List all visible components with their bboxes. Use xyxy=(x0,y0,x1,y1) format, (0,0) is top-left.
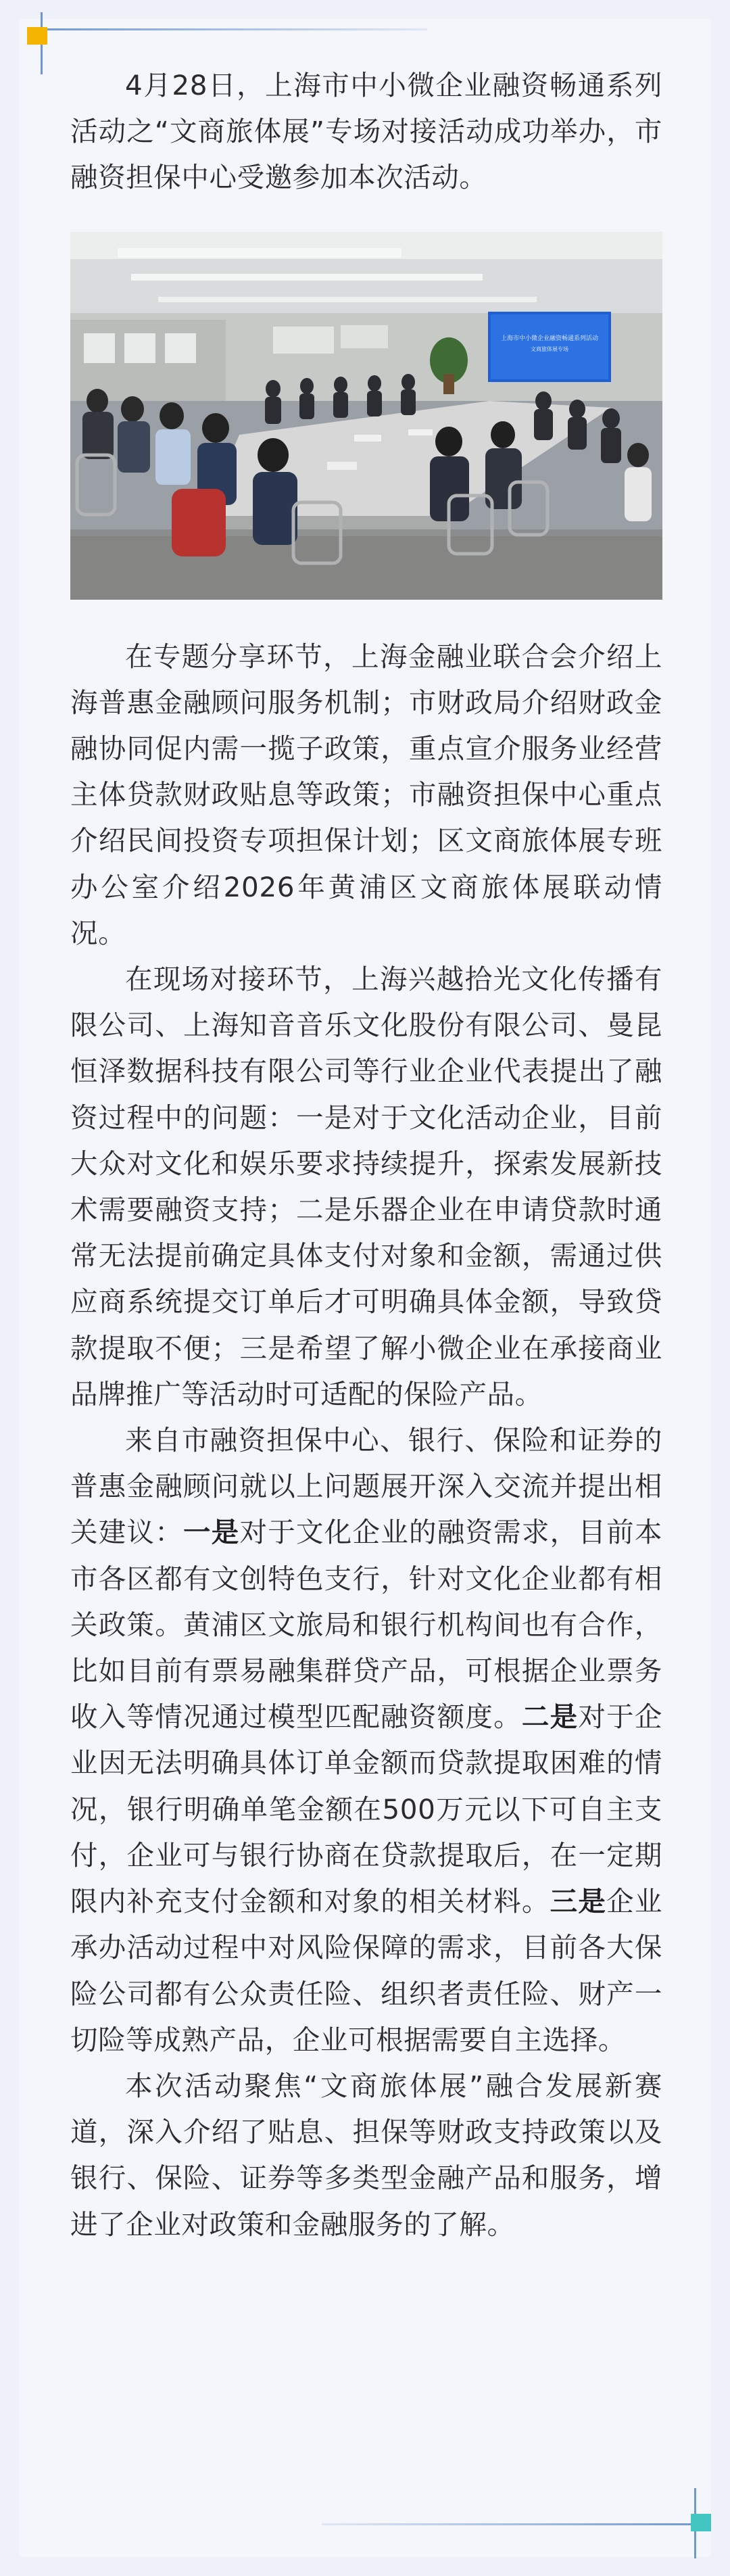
advice-two-text: 对于企业因无法明确具体订单金额而贷款提取困难的情况，银行明确单笔金额在500万元以下可自主支付，企业可与银行协商在贷款提取后，在一定期限内补充支付金额和对象的相关材料。 xyxy=(70,1700,662,1918)
paragraph-sharing-session: 在专题分享环节，上海金融业联合会介绍上海普惠金融顾问服务机制；市财政局介绍财政金融协同促内需一揽子政策，重点宣介服务业经营主体贷款财政贴息等政策；市融资担保中心重点介绍民间投资专项担保计划；区文商旅体展专班办公室介绍2026年黄浦区文商旅体展联动情况。 xyxy=(70,640,662,949)
advice-one-label: 一是 xyxy=(182,1516,240,1549)
corner-accent-square-top xyxy=(27,27,47,45)
advice-one-text: 对于文化企业的融资需求，目前本市各区都有文创特色支行，针对文化企业都有相关政策。黄浦区文旅局和银行机构间也有合作，比如目前有票易融集群贷产品，可根据企业票务收入等情况通过模型匹配融资额度。 xyxy=(70,1516,663,1734)
advice-three-text: 企业承办活动过程中对风险保障的需求，目前各大保险公司都有公众责任险、组织者责任险、财产一切险等成熟产品，企业可根据需要自主选择。 xyxy=(70,1885,663,2056)
advice-two-label: 二是 xyxy=(521,1700,579,1734)
meeting-photo xyxy=(70,232,662,600)
corner-line-top xyxy=(35,28,427,30)
paragraph-intro: 4月28日，上海市中小微企业融资畅通系列活动之“文商旅体展”专场对接活动成功举办，市融资担保中心受邀参加本次活动。 xyxy=(70,69,662,194)
paragraph-advice xyxy=(70,1417,662,2063)
paragraph-matchmaking-session: 在现场对接环节，上海兴越拾光文化传播有限公司、上海知音音乐文化股份有限公司、曼昆恒泽数据科技有限公司等行业企业代表提出了融资过程中的问题：一是对于文化活动企业，目前大众对文化和娱乐要求持续提升，探索发展新技术需要融资支持；二是乐器企业在申请贷款时通常无法提前确定具体支付对象和金额，需通过供应商系统提交订单后才可明确具体金额，导致贷款提取不便；三是希望了解小微企业在承接商业品牌推广等活动时可适配的保险产品。 xyxy=(70,963,662,1410)
advice-intro: 来自市融资担保中心、银行、保险和证券的普惠金融顾问就以上问题展开深入交流并提出相关建议： xyxy=(70,1424,662,1549)
corner-accent-square-bottom xyxy=(691,2514,711,2531)
advice-three-label: 三是 xyxy=(550,1885,607,1918)
article-body xyxy=(70,62,662,2247)
screen-title-line1: 上海市中小微企业融资畅通系列活动 xyxy=(500,335,599,342)
screen-title-line2: 文商旅体展专场 xyxy=(531,345,568,352)
corner-line-bottom xyxy=(322,2523,700,2525)
paragraph-summary: 本次活动聚焦“文商旅体展”融合发展新赛道，深入介绍了贴息、担保等财政支持政策以及银行、保险、证券等多类型金融产品和服务，增进了企业对政策和金融服务的了解。 xyxy=(70,2069,662,2241)
